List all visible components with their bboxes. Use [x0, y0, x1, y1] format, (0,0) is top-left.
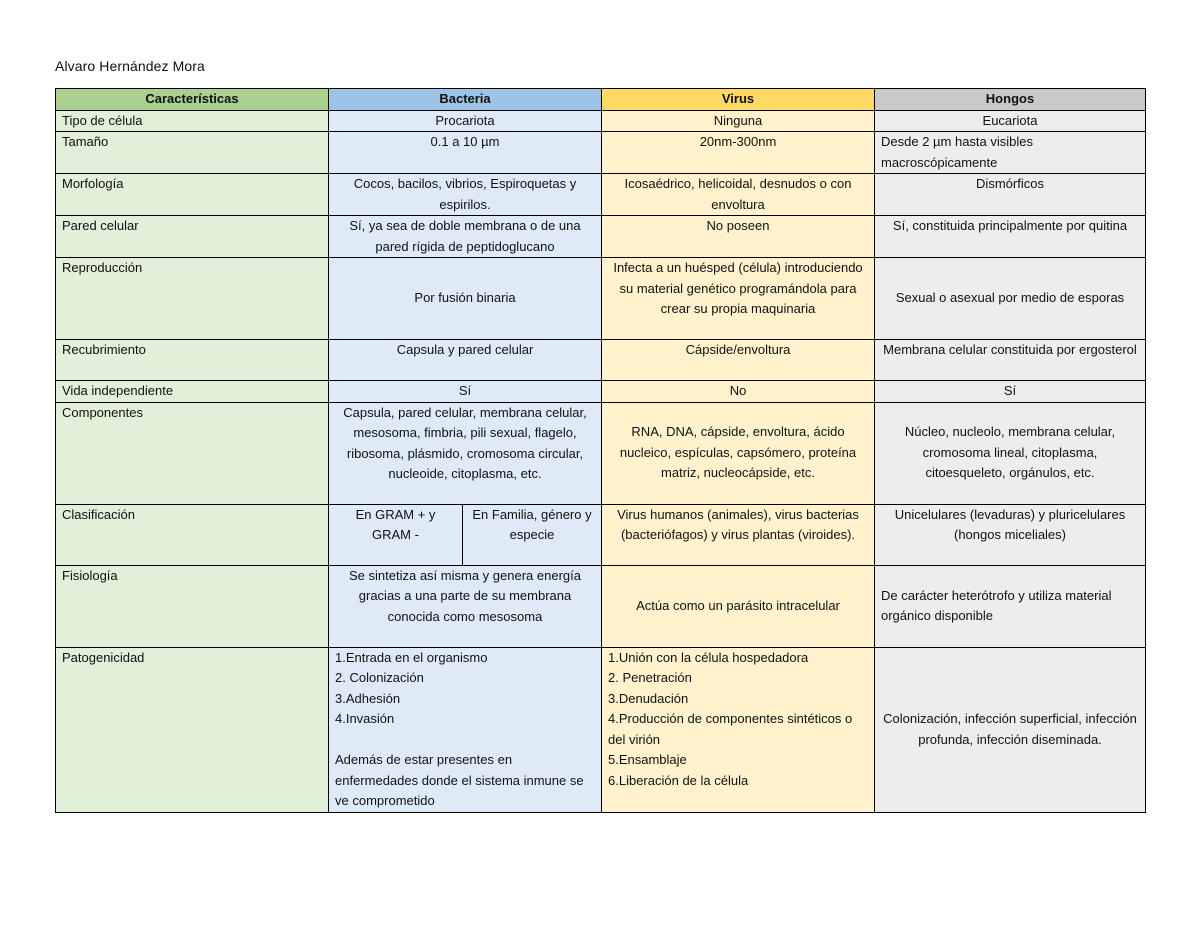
bacteria-cell: Se sintetiza así misma y genera energía gracias a una parte de su membrana conocida como mesosoma	[329, 565, 602, 647]
virus-cell: Ninguna	[602, 110, 875, 132]
row-label: Componentes	[56, 402, 329, 504]
virus-pathogenesis-line: 5.Ensamblaje	[608, 752, 687, 767]
virus-pathogenesis-line: 2. Penetración	[608, 670, 692, 685]
virus-pathogenesis-line: 1.Unión con la célula hospedadora	[608, 649, 809, 665]
header-hongos: Hongos	[875, 89, 1146, 111]
hongos-cell: Sexual o asexual por medio de esporas	[875, 258, 1146, 340]
header-bacteria: Bacteria	[329, 89, 602, 111]
row-label: Clasificación	[56, 504, 329, 565]
row-label: Reproducción	[56, 258, 329, 340]
virus-cell: No	[602, 381, 875, 403]
row-label: Vida independiente	[56, 381, 329, 403]
virus-cell: RNA, DNA, cápside, envoltura, ácido nucleico, espículas, capsómero, proteína matriz, nucleocápside, etc.	[602, 402, 875, 504]
bacteria-pathogenesis-line: 4.Invasión	[335, 711, 395, 726]
virus-pathogenesis-line: 6.Liberación de la célula	[608, 772, 749, 788]
bacteria-cell: Cocos, bacilos, vibrios, Espiroquetas y espirilos.	[329, 174, 602, 216]
hongos-cell: Dismórficos	[875, 174, 1146, 216]
bacteria-cell	[329, 647, 602, 812]
table-row	[56, 340, 1146, 381]
bacteria-cell: Capsula, pared celular, membrana celular, mesosoma, fimbria, pili sexual, flagelo, ribosoma, plásmido, cromosoma circular, nucleoide, citoplasma, etc.	[329, 402, 602, 504]
bacteria-pathogenesis-line: 1.Entrada en el organismo	[335, 649, 488, 665]
bacteria-cell: 0.1 a 10 µm	[329, 132, 602, 174]
virus-cell: 20nm-300nm	[602, 132, 875, 174]
bacteria-cell: Por fusión binaria	[329, 258, 602, 340]
hongos-cell: Sí	[875, 381, 1146, 403]
table-row	[56, 647, 1146, 812]
row-label: Tipo de célula	[56, 110, 329, 132]
row-label: Pared celular	[56, 216, 329, 258]
bacteria-pathogenesis-line: 3.Adhesión	[335, 690, 401, 706]
virus-pathogenesis-line: 4.Producción de componentes sintéticos o del virión	[608, 711, 853, 747]
table-row	[56, 132, 1146, 174]
bacteria-cell: Sí, ya sea de doble membrana o de una pared rígida de peptidoglucano	[329, 216, 602, 258]
table-row	[56, 174, 1146, 216]
bacteria-cell-gram: En GRAM + y GRAM -	[329, 504, 463, 565]
table-row	[56, 381, 1146, 403]
comparison-table	[55, 88, 1146, 813]
virus-cell: Icosaédrico, helicoidal, desnudos o con envoltura	[602, 174, 875, 216]
bacteria-pathogenesis-spacer	[335, 730, 595, 751]
row-label: Fisiología	[56, 565, 329, 647]
row-label: Tamaño	[56, 132, 329, 174]
hongos-cell: Eucariota	[875, 110, 1146, 132]
table-row	[56, 110, 1146, 132]
bacteria-cell-familia: En Familia, género y especie	[463, 504, 602, 565]
bacteria-pathogenesis-note: Además de estar presentes en enfermedades donde el sistema inmune se ve comprometido	[335, 752, 584, 808]
hongos-cell: Desde 2 µm hasta visibles macroscópicamente	[875, 132, 1146, 174]
table-row	[56, 402, 1146, 504]
table-row	[56, 258, 1146, 340]
hongos-cell: De carácter heterótrofo y utiliza material orgánico disponible	[875, 565, 1146, 647]
virus-pathogenesis-line: 3.Denudación	[608, 690, 689, 706]
table-row	[56, 216, 1146, 258]
table-row	[56, 504, 1146, 565]
bacteria-cell: Sí	[329, 381, 602, 403]
virus-cell: Infecta a un huésped (célula) introduciendo su material genético programándola para crear su propia maquinaria	[602, 258, 875, 340]
virus-cell: No poseen	[602, 216, 875, 258]
header-caracteristicas: Características	[56, 89, 329, 111]
hongos-cell: Sí, constituida principalmente por quitina	[875, 216, 1146, 258]
row-label: Recubrimiento	[56, 340, 329, 381]
bacteria-pathogenesis-line: 2. Colonización	[335, 670, 424, 685]
header-virus: Virus	[602, 89, 875, 111]
table-header-row	[56, 89, 1146, 111]
table-row	[56, 565, 1146, 647]
bacteria-cell: Procariota	[329, 110, 602, 132]
virus-cell: Virus humanos (animales), virus bacterias (bacteriófagos) y virus plantas (viroides).	[602, 504, 875, 565]
hongos-cell: Unicelulares (levaduras) y pluricelulares (hongos miceliales)	[875, 504, 1146, 565]
hongos-cell: Núcleo, nucleolo, membrana celular, cromosoma lineal, citoplasma, citoesqueleto, orgánulos, etc.	[875, 402, 1146, 504]
row-label: Morfología	[56, 174, 329, 216]
author-name: Alvaro Hernández Mora	[55, 58, 205, 74]
virus-cell: Actúa como un parásito intracelular	[602, 565, 875, 647]
row-label: Patogenicidad	[56, 647, 329, 812]
hongos-cell: Colonización, infección superficial, infección profunda, infección diseminada.	[875, 647, 1146, 812]
virus-cell: Cápside/envoltura	[602, 340, 875, 381]
bacteria-cell: Capsula y pared celular	[329, 340, 602, 381]
hongos-cell: Membrana celular constituida por ergosterol	[875, 340, 1146, 381]
virus-cell	[602, 647, 875, 812]
